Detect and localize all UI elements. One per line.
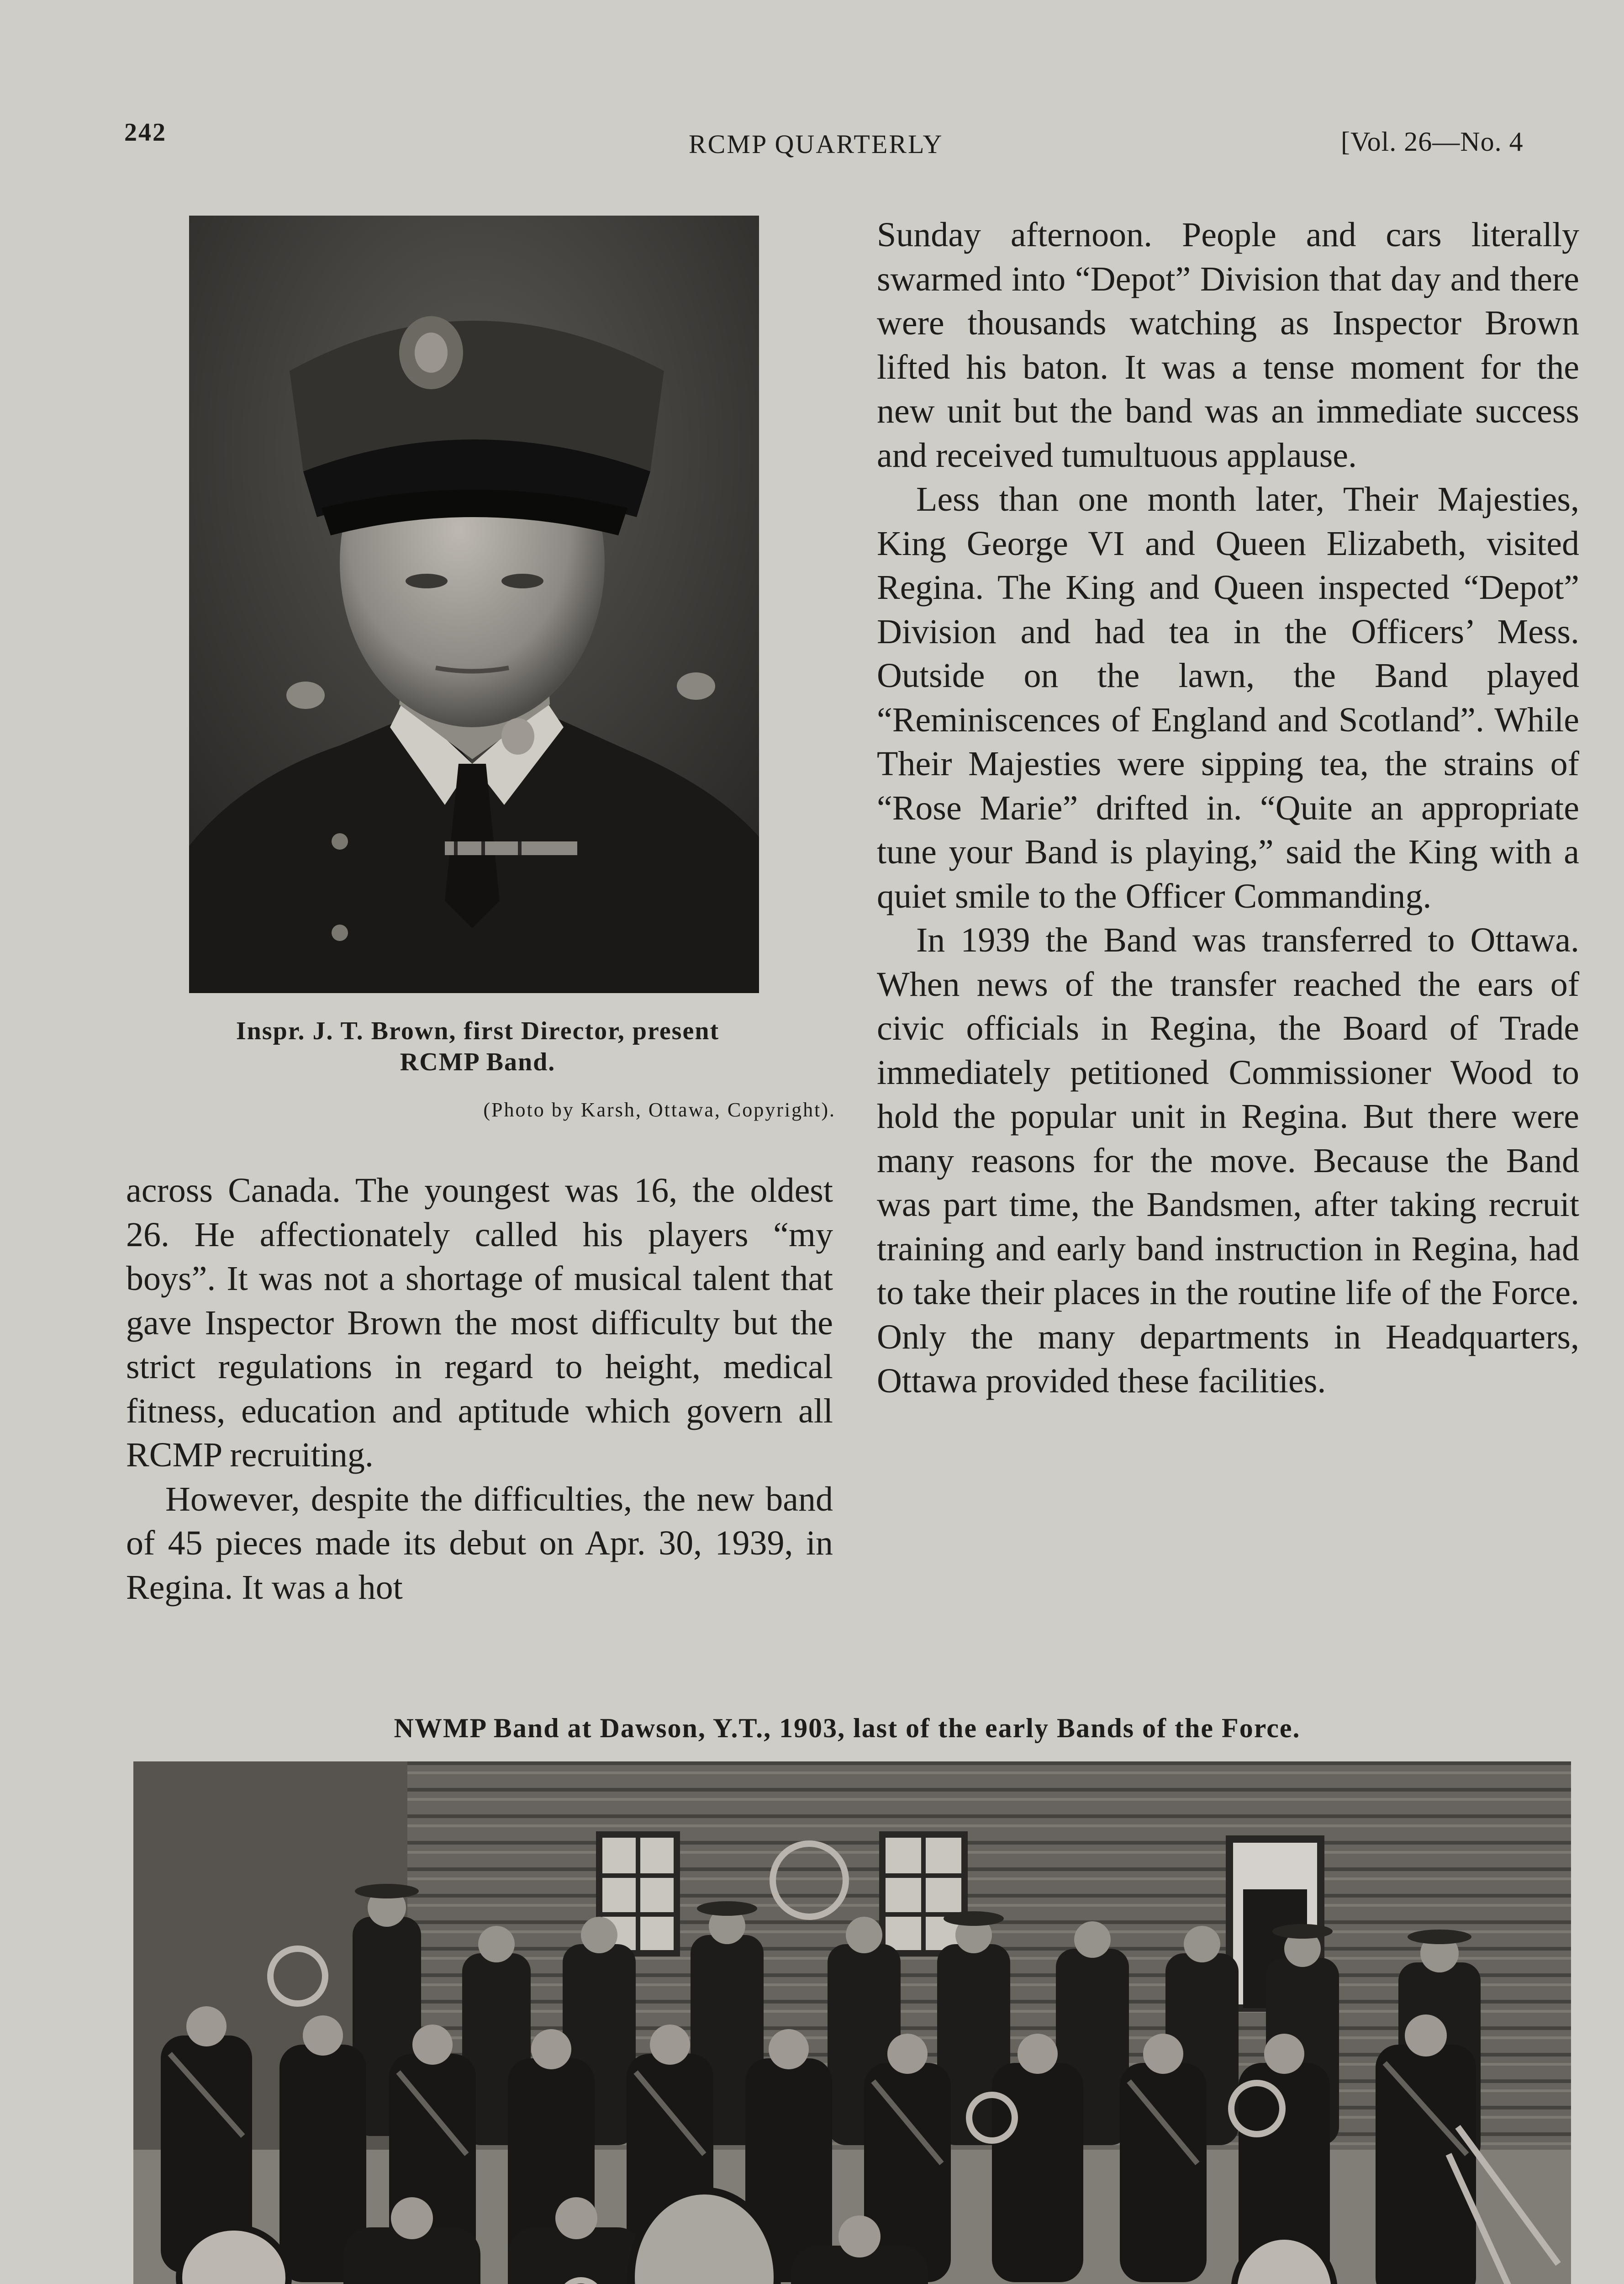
issue-label: [Vol. 26—No. 4 — [1341, 127, 1524, 157]
right-paragraph-2: Less than one month later, Their Majesties, King George VI and Queen Elizabeth, visited Regina. The King and Queen inspected “Depot” Division and had tea in the Officers’ Mess. Outside on the lawn, the Band played “Reminiscences of England and Scotland”. While Their Majesties were sipping tea, the strains of “Rose Marie” drifted in. “Quite an appropriate tune your Band is playing,” said the King with a quiet smile to the Officer Commanding. — [877, 480, 1579, 915]
band-photo — [133, 1761, 1571, 2284]
left-paragraph-2: However, despite the difficulties, the new band of 45 pieces made its debut on Apr. 30, 1939, in Regina. It was a hot — [126, 1480, 833, 1607]
portrait-photo — [189, 216, 759, 993]
portrait-caption-line2: RCMP Band. — [400, 1048, 556, 1076]
left-column — [126, 1168, 833, 1609]
left-paragraph-1: across Canada. The youngest was 16, the oldest 26. He affectionately called his players “my boys”. It was not a shortage of musical talent that gave Inspector Brown the most difficulty but the strict regulations in regard to height, medical fitness, education and aptitude which govern all RCMP recruiting. — [126, 1171, 833, 1474]
band-photo-caption: NWMP Band at Dawson, Y.T., 1903, last of the early Bands of the Force. — [394, 1713, 1301, 1743]
photo-credit: (Photo by Karsh, Ottawa, Copyright). — [483, 1099, 836, 1121]
right-column — [877, 213, 1579, 1403]
page-number: 242 — [124, 118, 167, 147]
journal-title: RCMP QUARTERLY — [689, 129, 944, 159]
right-paragraph-3: In 1939 the Band was transferred to Ottawa. When news of the transfer reached the ears of civic officials in Regina, the Board of Trade immediately petitioned Commissioner Wood to hold the popular unit in Regina. But there were many reasons for the move. Because the Band was part time, the Bandsmen, after taking recruit training and early band instruction in Regina, had to take their places in the routine life of the Force. Only the many departments in Headquarters, Ottawa provided these facilities. — [877, 921, 1579, 1400]
right-paragraph-1: Sunday afternoon. People and cars literally swarmed into “Depot” Division that day and there were thousands watching as Inspector Brown lifted his baton. It was a tense moment for the new unit but the band was an immediate success and received tumultuous applause. — [877, 216, 1579, 475]
portrait-caption-line1: Inspr. J. T. Brown, first Director, present — [236, 1017, 720, 1045]
